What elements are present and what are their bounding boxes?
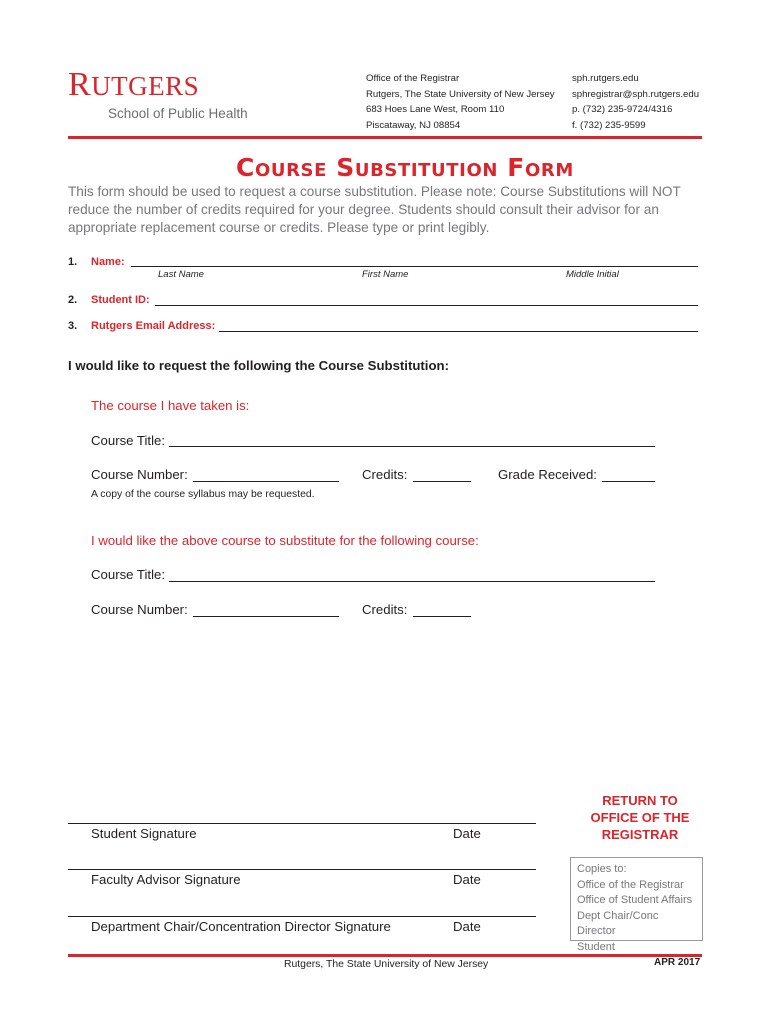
footer-rule [68,954,702,957]
name-field[interactable] [131,266,698,267]
logo-initial: R [68,66,92,103]
copies-item: Student [577,940,615,953]
footer-date: APR 2017 [654,957,701,968]
chair-signature-line[interactable] [68,916,536,917]
request-heading: I would like to request the following the Course Substitution: [68,358,449,373]
copies-item: Office of the Registrar [577,878,684,891]
email-link[interactable]: sphregistrar@sph.rutgers.edu [572,88,700,100]
sub-course-number-field[interactable] [193,616,339,617]
form-title: Course Substitution Form [236,153,574,182]
chair-signature-label: Department Chair/Concentration Director Signature [91,919,391,934]
header-contact [572,71,712,133]
taken-credits-field[interactable] [413,481,471,482]
sub-credits-field[interactable] [413,616,471,617]
sub-course-number-label: Course Number: [91,602,188,617]
grade-received-label: Grade Received: [498,467,597,482]
student-id-label: Student ID: [91,294,150,306]
address-line: 683 Hoes Lane West, Room 110 [366,104,505,115]
email-field[interactable] [219,331,698,332]
substitute-heading: I would like the above course to substitute for the following course: [91,533,479,548]
rutgers-logo [68,66,248,126]
header-address [366,71,556,133]
sub-credits-label: Credits: [362,602,408,617]
taken-course-number-label: Course Number: [91,467,188,482]
field-number: 1. [68,256,78,268]
logo-name: UTGERS [91,71,200,101]
chair-date-label: Date [453,919,481,934]
advisor-signature-label: Faculty Advisor Signature [91,872,241,887]
website-link[interactable]: sph.rutgers.edu [572,73,639,84]
copies-heading: Copies to: [577,863,627,875]
syllabus-note: A copy of the course syllabus may be requested. [91,489,315,500]
taken-course-title-label: Course Title: [91,433,166,448]
return-to-notice: RETURN TO OFFICE OF THE REGISTRAR [590,793,690,842]
logo-school: School of Public Health [108,106,248,121]
field-number: 2. [68,294,78,306]
student-signature-line[interactable] [68,823,536,824]
copies-box [570,857,703,953]
address-line: Piscataway, NJ 08854 [366,119,461,131]
sub-course-title-field[interactable] [169,581,655,582]
taken-credits-label: Credits: [362,467,408,482]
sub-course-title-label: Course Title: [91,567,166,582]
footer-university: Rutgers, The State University of New Jersey [284,959,489,970]
intro-text: This form should be used to request a course substitution. Please note: Course Substitutions will NOT reduce the number of credits required for your degree. Students should consult their advisor for an appropriate replacement course or credits. Please type or print legibly. [68,184,681,235]
taken-heading: The course I have taken is: [91,398,250,413]
advisor-signature-line[interactable] [68,869,536,870]
field-number: 3. [68,320,78,332]
address-line: Office of the Registrar [366,73,460,84]
copies-item: Office of Student Affairs [577,894,693,906]
address-line: Rutgers, The State University of New Jersey [366,88,555,100]
student-signature-label: Student Signature [91,826,197,841]
taken-course-title-field[interactable] [169,446,655,447]
student-id-field[interactable] [155,305,698,306]
middle-initial-label: Middle Initial [566,269,619,280]
email-label: Rutgers Email Address: [91,320,216,332]
student-date-label: Date [453,826,481,841]
fax-number: f. (732) 235-9599 [572,119,646,131]
phone-number: p. (732) 235-9724/4316 [572,104,673,115]
first-name-label: First Name [362,269,409,280]
taken-course-number-field[interactable] [193,481,339,482]
grade-received-field[interactable] [602,481,655,482]
name-label: Name: [91,256,125,268]
last-name-label: Last Name [158,269,204,280]
advisor-date-label: Date [453,872,481,887]
header-rule [68,136,702,139]
copies-item: Dept Chair/Conc Director [577,909,659,937]
